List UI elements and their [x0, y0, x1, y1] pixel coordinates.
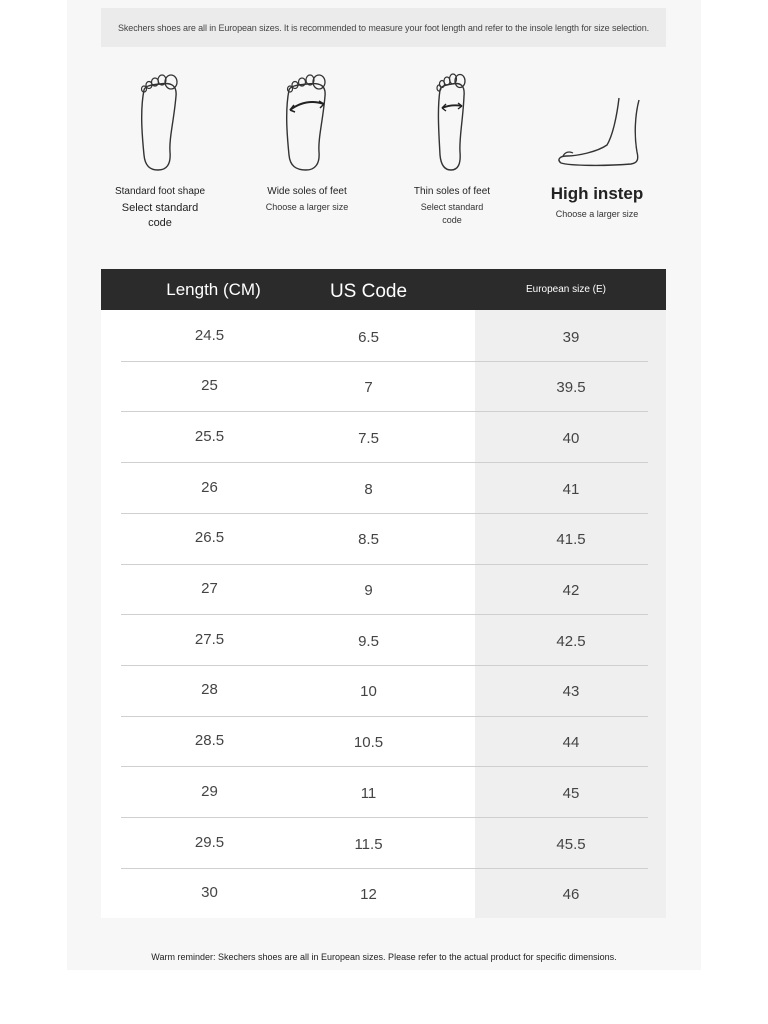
high-instep-icon — [547, 60, 647, 172]
length-cell: 28.5 — [194, 732, 225, 750]
european-size-cell: 45 — [562, 784, 580, 802]
table-row — [101, 766, 666, 816]
foot-type-thin — [382, 60, 522, 227]
table-row — [101, 564, 666, 614]
us-code-cell: 12 — [360, 886, 377, 904]
us-code-cell: 7.5 — [358, 429, 379, 447]
us-code-cell: 8 — [364, 480, 373, 498]
foot-type-standard — [90, 60, 230, 231]
foot-type-wide — [237, 60, 377, 214]
european-size-cell: 44 — [562, 734, 580, 752]
foot-type-subtitle: Select standard code — [121, 202, 199, 229]
table-row — [101, 614, 666, 664]
european-size-cell: 42 — [562, 582, 580, 599]
foot-type-title: High instep — [550, 184, 644, 203]
european-size-cell: 39.5 — [556, 379, 586, 397]
european-size-cell: 45.5 — [556, 835, 586, 853]
header-length: Length (CM) — [166, 279, 261, 299]
us-code-cell: 11.5 — [354, 835, 383, 853]
european-size-cell: 40 — [562, 429, 580, 447]
table-row — [101, 310, 666, 360]
us-code-cell: 8.5 — [358, 531, 379, 549]
length-cell: 29 — [201, 782, 218, 800]
us-code-cell: 11 — [360, 784, 377, 802]
length-cell: 29.5 — [194, 833, 225, 851]
length-cell: 30 — [201, 884, 218, 902]
table-row — [101, 462, 666, 512]
european-size-cell: 43 — [562, 683, 580, 701]
foot-type-title: Standard foot shape — [114, 186, 206, 197]
table-row — [101, 411, 666, 461]
length-cell: 25 — [201, 377, 218, 395]
table-row — [101, 716, 666, 766]
us-code-cell: 7 — [364, 379, 373, 397]
table-row — [101, 817, 666, 867]
foot-type-subtitle: Select standard code — [420, 202, 484, 225]
header-european-size: European size (E) — [525, 284, 607, 295]
european-size-cell: 39 — [562, 328, 580, 346]
foot-type-high-instep — [527, 60, 667, 221]
foot-type-subtitle: Choose a larger size — [265, 202, 349, 212]
table-row — [101, 513, 666, 563]
foot-type-title: Thin soles of feet — [413, 186, 491, 197]
us-code-cell: 9 — [364, 582, 373, 599]
size-table-body — [101, 310, 666, 918]
size-table-header — [101, 269, 666, 310]
european-size-cell: 42.5 — [556, 632, 586, 650]
table-row — [101, 665, 666, 715]
wide-foot-icon — [277, 60, 337, 172]
european-size-cell: 46 — [562, 886, 580, 904]
foot-type-title: Wide soles of feet — [267, 186, 347, 197]
length-cell: 24.5 — [194, 326, 225, 344]
size-notice: Skechers shoes are all in European sizes. It is recommended to measure your foot length and refer to the insole length for size selection. — [101, 8, 666, 47]
length-cell: 25.5 — [194, 427, 225, 445]
header-us-code: US Code — [329, 280, 408, 302]
us-code-cell: 10 — [360, 683, 377, 701]
length-cell: 26.5 — [194, 529, 225, 547]
thin-foot-icon — [422, 60, 482, 172]
table-row — [101, 868, 666, 918]
table-row — [101, 361, 666, 411]
warm-reminder: Warm reminder: Skechers shoes are all in European sizes. Please refer to the actual product for specific dimensions. — [151, 952, 617, 962]
european-size-cell: 41 — [562, 480, 580, 498]
european-size-cell: 41.5 — [556, 531, 586, 549]
us-code-cell: 10.5 — [353, 734, 384, 752]
length-cell: 26 — [201, 478, 218, 496]
foot-type-subtitle: Choose a larger size — [555, 209, 639, 219]
length-cell: 28 — [201, 681, 218, 699]
length-cell: 27.5 — [194, 630, 225, 648]
length-cell: 27 — [201, 580, 218, 597]
us-code-cell: 6.5 — [358, 328, 379, 346]
us-code-cell: 9.5 — [358, 632, 379, 650]
standard-foot-icon — [130, 60, 190, 172]
